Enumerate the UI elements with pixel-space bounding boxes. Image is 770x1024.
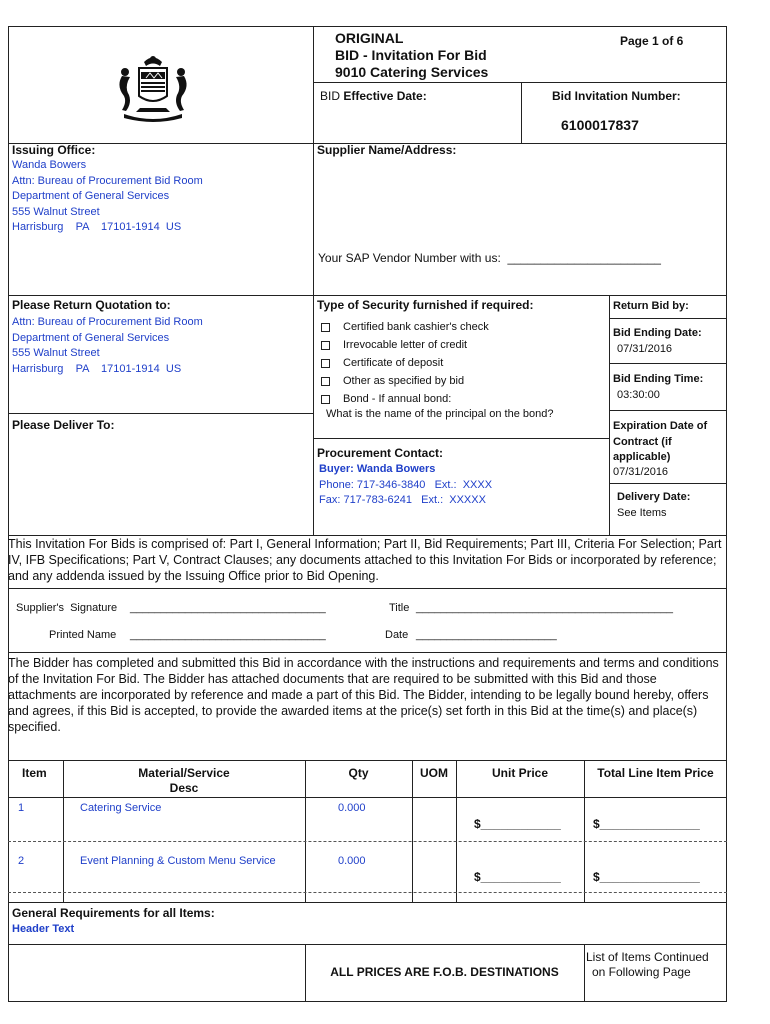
bid-effective-prefix: BID bbox=[320, 89, 344, 103]
issuing-office-label: Issuing Office: bbox=[12, 143, 96, 157]
supplier-signature-label: Supplier's Signature bbox=[16, 602, 118, 614]
printed-name-field[interactable]: ________________________________ bbox=[130, 629, 326, 641]
table-row-qty: 0.000 bbox=[338, 855, 366, 867]
col-header-uom: UOM bbox=[420, 766, 448, 780]
return-bid-by-label: Return Bid by: bbox=[613, 300, 689, 312]
bid-ending-date: 07/31/2016 bbox=[617, 343, 673, 355]
table-row-desc: Catering Service bbox=[80, 802, 162, 814]
procurement-contact-details bbox=[319, 462, 492, 509]
table-row-unit-price-field[interactable]: $____________ bbox=[474, 870, 561, 884]
bid-ending-time: 03:30:00 bbox=[617, 389, 660, 401]
buyer-phone: Phone: 717-346-3840 Ext.: XXXX bbox=[319, 478, 493, 491]
security-checkbox-cashiers-check[interactable]: Certified bank cashier's check bbox=[321, 318, 489, 336]
checkbox-icon bbox=[321, 395, 330, 404]
table-row-item-number: 2 bbox=[18, 855, 25, 867]
title-label: Title bbox=[389, 602, 410, 614]
table-row-total-price-field[interactable]: $_______________ bbox=[593, 870, 700, 884]
sap-vendor-number-field[interactable]: Your SAP Vendor Number with us: _______________________ bbox=[318, 251, 661, 265]
security-checkbox-letter-of-credit[interactable]: Irrevocable letter of credit bbox=[321, 336, 489, 354]
buyer-name: Buyer: Wanda Bowers bbox=[319, 463, 436, 475]
title-field[interactable]: __________________________________________ bbox=[416, 602, 673, 614]
printed-name-label: Printed Name bbox=[49, 629, 117, 641]
bid-effective-date-label: Effective Date: bbox=[343, 89, 427, 103]
table-row-item-number: 1 bbox=[18, 802, 25, 814]
list-continued-note: List of Items Continued bbox=[586, 950, 709, 964]
checkbox-icon bbox=[321, 359, 330, 368]
delivery-date: See Items bbox=[617, 507, 667, 519]
form-title-category: 9010 Catering Services bbox=[335, 64, 489, 80]
col-header-qty: Qty bbox=[348, 766, 369, 780]
table-row-desc: Event Planning & Custom Menu Service bbox=[80, 855, 276, 867]
state-seal-icon bbox=[114, 52, 192, 124]
deliver-to-label: Please Deliver To: bbox=[12, 418, 115, 432]
header-text-link[interactable]: Header Text bbox=[12, 923, 75, 935]
date-field[interactable]: _______________________ bbox=[416, 629, 557, 641]
supplier-name-address-label: Supplier Name/Address: bbox=[317, 143, 457, 157]
col-header-desc: Desc bbox=[169, 781, 199, 795]
issuing-office-address: Wanda Bowers Attn: Bureau of Procurement Bid Room Department of General Services 555 Walnut Street Harrisburg PA 17101-1914 US bbox=[12, 159, 203, 233]
security-checkbox-bond[interactable]: Bond - If annual bond: bbox=[321, 390, 489, 408]
bid-ending-date-label: Bid Ending Date: bbox=[613, 327, 702, 339]
table-row-unit-price-field[interactable]: $____________ bbox=[474, 817, 561, 831]
bidder-agreement-paragraph: The Bidder has completed and submitted this Bid in accordance with the instructions and requirements and terms and conditions of the Invitation For Bid. The Bidder has attached documents that are required to be submitted with this Bid and those attachments are incorporated by reference and made a part of this Bid. The Bidder, intending to be legally bound hereby, offers and agrees, if this Bid is accepted, to provide the awarded items at the price(s) set forth in this Bid at the time(s) and place(s) specified. bbox=[8, 656, 719, 734]
bid-invitation-number: 6100017837 bbox=[561, 117, 639, 133]
table-row-total-price-field[interactable]: $_______________ bbox=[593, 817, 700, 831]
form-title-bid: BID - Invitation For Bid bbox=[335, 47, 487, 63]
security-checkbox-certificate-of-deposit[interactable]: Certificate of deposit bbox=[321, 354, 489, 372]
expiration-date-label: Expiration Date of bbox=[613, 420, 708, 432]
col-header-total-line-item-price: Total Line Item Price bbox=[597, 766, 714, 780]
col-header-material-service: Material/Service bbox=[138, 766, 230, 780]
bid-ending-time-label: Bid Ending Time: bbox=[613, 373, 704, 385]
table-row-qty: 0.000 bbox=[338, 802, 366, 814]
buyer-fax: Fax: 717-783-6241 Ext.: XXXXX bbox=[319, 494, 486, 506]
checkbox-icon bbox=[321, 377, 330, 386]
fob-destinations-note: ALL PRICES ARE F.O.B. DESTINATIONS bbox=[330, 965, 559, 979]
checkbox-icon bbox=[321, 341, 330, 350]
return-quotation-label: Please Return Quotation to: bbox=[12, 298, 171, 312]
procurement-contact-label: Procurement Contact: bbox=[317, 446, 444, 460]
expiration-date: 07/31/2016 bbox=[613, 466, 669, 478]
bond-principal-question: What is the name of the principal on the bond? bbox=[326, 408, 554, 420]
col-header-item: Item bbox=[22, 766, 47, 780]
date-label: Date bbox=[385, 629, 409, 641]
general-requirements-label: General Requirements for all Items: bbox=[12, 906, 215, 920]
bid-invitation-label: Bid Invitation Number: bbox=[552, 89, 681, 103]
page-number: Page 1 of 6 bbox=[620, 34, 684, 48]
col-header-unit-price: Unit Price bbox=[491, 766, 548, 780]
security-checkbox-other[interactable]: Other as specified by bid bbox=[321, 372, 489, 390]
form-title-original: ORIGINAL bbox=[335, 30, 404, 46]
security-type-label: Type of Security furnished if required: bbox=[317, 298, 534, 312]
return-quotation-address: Attn: Bureau of Procurement Bid Room Department of General Services 555 Walnut Street Harrisburg PA 17101-1914 US bbox=[12, 316, 203, 375]
supplier-signature-field[interactable]: ________________________________ bbox=[130, 602, 326, 614]
delivery-date-label: Delivery Date: bbox=[617, 491, 691, 503]
intro-paragraph: This Invitation For Bids is comprised of: Part I, General Information; Part II, Bid Requirements; Part III, Criteria For Selection; Part IV, IFB Specifications; Part V, Contract Clauses; any documents attached to this Invitation For Bids or incorporated by reference; and any addenda issued by the Issuing Office prior to Bid Opening. bbox=[8, 537, 722, 583]
checkbox-icon bbox=[321, 323, 330, 332]
